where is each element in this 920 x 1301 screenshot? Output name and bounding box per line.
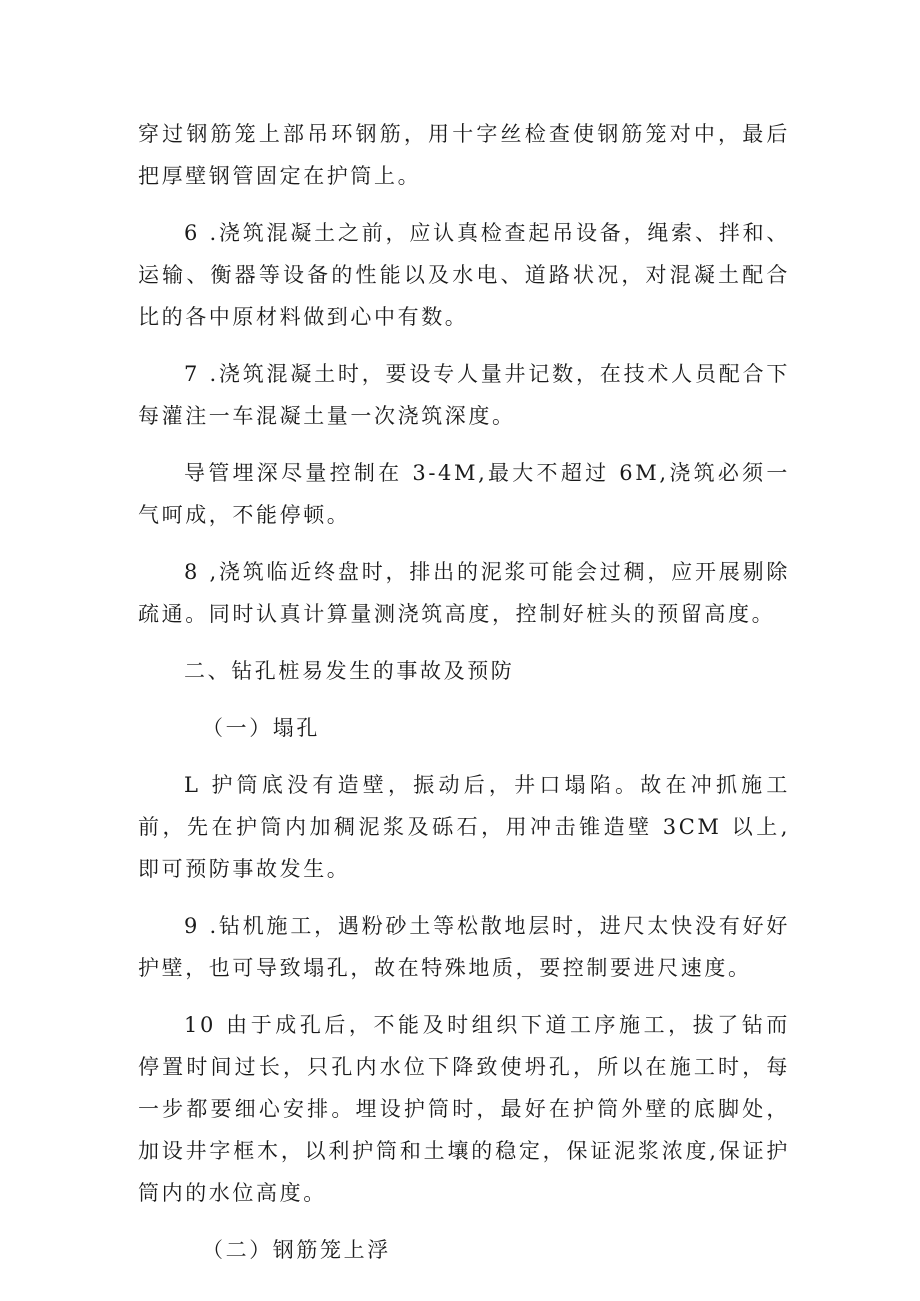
document-body [138, 113, 790, 1286]
section-heading-accidents: 二、钻孔桩易发生的事故及预防 [184, 659, 515, 683]
paragraph-item-6: 6 .浇筑混凝土之前，应认真检查起吊设备，绳索、拌和、运输、衡器等设备的性能以及水电、道路状况，对混凝土配合比的各中原材料做到心中有数。 [138, 221, 790, 329]
paragraph-item-10: 10 由于成孔后，不能及时组织下道工序施工，拔了钻而停置时间过长，只孔内水位下降致使坍孔，所以在施工时，每一步都要细心安排。埋设护筒时，最好在护筒外壁的底脚处，加设井字框木，以利护筒和土壤的稳定，保证泥浆浓度,保证护筒内的水位高度。 [138, 1013, 790, 1205]
subsection-heading-collapse: （一）塌孔 [202, 716, 320, 740]
paragraph-item-8: 8 ,浇筑临近终盘时，排出的泥浆可能会过稠，应开展剔除疏通。同时认真计算量测浇筑高度，控制好桩头的预留高度。 [138, 560, 790, 626]
paragraph-item-7: 7 .浇筑混凝土时，要设专人量井记数，在技术人员配合下每灌注一车混凝土量一次浇筑深度。 [138, 362, 790, 428]
subsection-heading-cage-float: （二）钢筋笼上浮 [202, 1238, 391, 1262]
paragraph-item-l: L 护筒底没有造壁，振动后，井口塌陷。故在冲抓施工前，先在护筒内加稠泥浆及砾石，用冲击锥造壁 3CM 以上,即可预防事故发生。 [138, 773, 790, 881]
paragraph-continuation: 穿过钢筋笼上部吊环钢筋，用十字丝检查使钢筋笼对中，最后把厚壁钢管固定在护筒上。 [138, 122, 790, 188]
paragraph-item-9: 9 .钻机施工，遇粉砂土等松散地层时，进尺太快没有好好护壁，也可导致塌孔，故在特殊地质，要控制要进尺速度。 [138, 914, 790, 980]
paragraph-pipe-depth: 导管埋深尽量控制在 3-4M,最大不超过 6M,浇筑必须一气呵成，不能停顿。 [138, 461, 790, 527]
